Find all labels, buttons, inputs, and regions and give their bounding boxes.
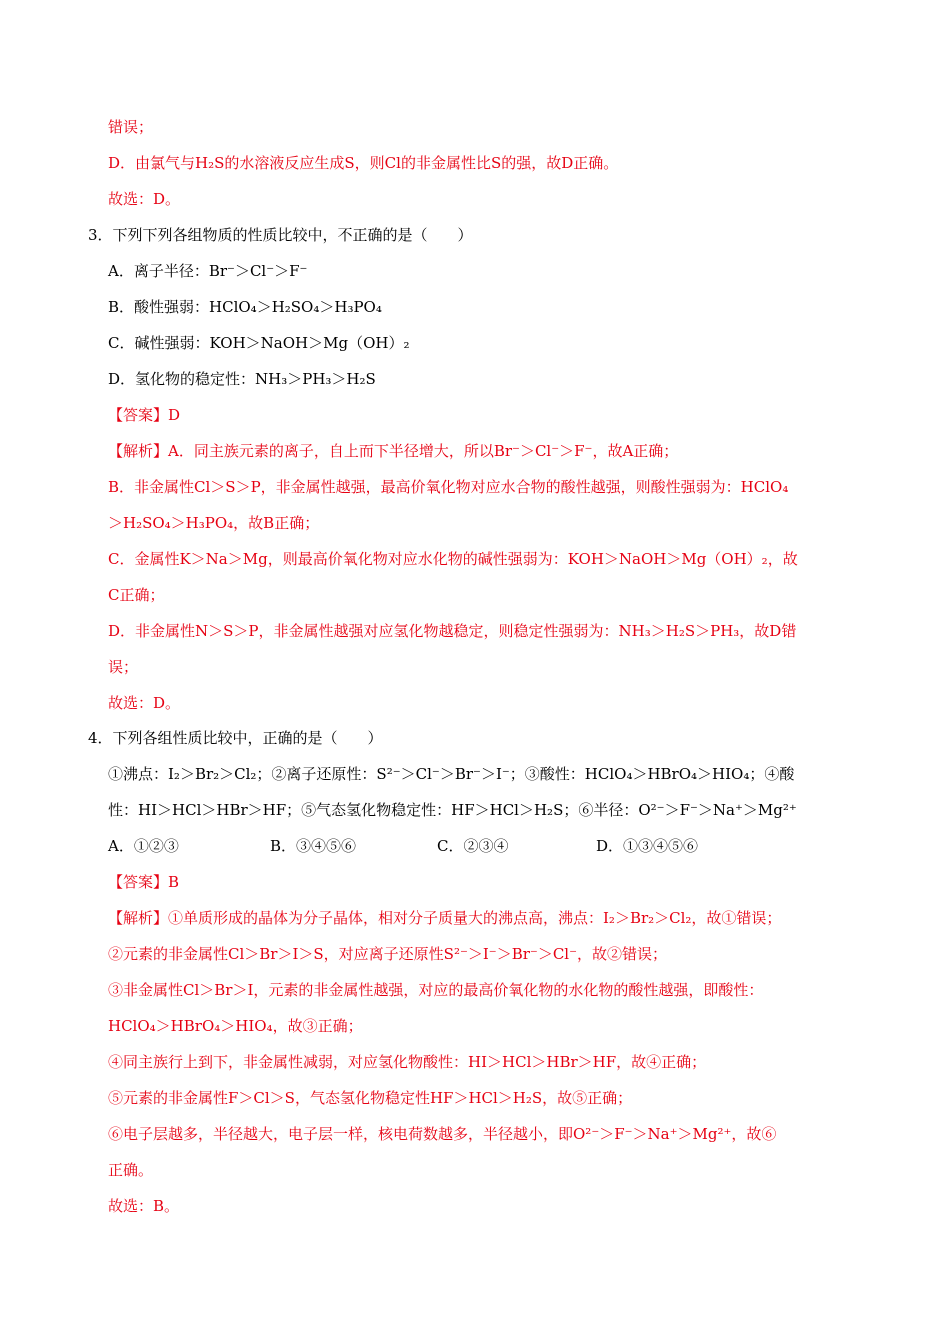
question-4-body-line: ①沸点：I₂＞Br₂＞Cl₂；②离子还原性：S²⁻＞Cl⁻＞Br⁻＞I⁻；③酸性：HClO₄＞HBrO₄＞HIO₄；④酸 [108, 765, 795, 783]
prev-final-answer: 故选：D。 [108, 190, 181, 208]
question-4-analysis-line: 正确。 [108, 1161, 154, 1179]
question-3-analysis-line: C正确； [108, 586, 165, 604]
prev-analysis-line: D．由氯气与H₂S的水溶液反应生成S，则Cl的非金属性比S的强，故D正确。 [108, 154, 619, 172]
question-3-option-a: A．离子半径：Br⁻＞Cl⁻＞F⁻ [108, 262, 308, 280]
question-3-analysis-line: B．非金属性Cl＞S＞P，非金属性越强，最高价氧化物对应水合物的酸性越强，则酸性强弱为：HClO₄ [108, 478, 789, 496]
question-4-option-c: C．②③④ [437, 837, 509, 855]
question-3-answer: 【答案】D [108, 406, 181, 424]
question-3-analysis-line: 误； [108, 658, 139, 676]
question-3-option-c: C．碱性强弱：KOH＞NaOH＞Mg（OH）₂ [108, 334, 410, 352]
question-3-stem: 3．下列下列各组物质的性质比较中，不正确的是（ ） [88, 226, 473, 244]
question-3-option-b: B．酸性强弱：HClO₄＞H₂SO₄＞H₃PO₄ [108, 298, 382, 316]
question-3-analysis-line: D．非金属性N＞S＞P，非金属性越强对应氢化物越稳定，则稳定性强弱为：NH₃＞H₂S＞PH₃，故D错 [108, 622, 797, 640]
question-4-analysis-line: 【解析】①单质形成的晶体为分子晶体，相对分子质量大的沸点高，沸点：I₂＞Br₂＞Cl₂，故①错误； [108, 909, 782, 927]
question-4-option-a: A．①②③ [108, 837, 179, 855]
question-4-answer: 【答案】B [108, 873, 180, 891]
question-3-analysis-line: 【解析】A．同主族元素的离子，自上而下半径增大，所以Br⁻＞Cl⁻＞F⁻，故A正确； [108, 442, 679, 460]
question-4-option-b: B．③④⑤⑥ [270, 837, 357, 855]
question-3-option-d: D．氢化物的稳定性：NH₃＞PH₃＞H₂S [108, 370, 376, 388]
question-4-analysis-line: ⑤元素的非金属性F＞Cl＞S，气态氢化物稳定性HF＞HCl＞H₂S，故⑤正确； [108, 1089, 633, 1107]
question-4-body-line: 性：HI＞HCl＞HBr＞HF；⑤气态氢化物稳定性：HF＞HCl＞H₂S；⑥半径：O²⁻＞F⁻＞Na⁺＞Mg²⁺ [108, 801, 797, 819]
question-3-final-answer: 故选：D。 [108, 694, 181, 712]
question-4-analysis-line: ③非金属性Cl＞Br＞I，元素的非金属性越强，对应的最高价氧化物的水化物的酸性越强，即酸性： [108, 981, 764, 999]
question-3-analysis-line: ＞H₂SO₄＞H₃PO₄，故B正确； [108, 514, 320, 532]
question-4-option-d: D．①③④⑤⑥ [596, 837, 699, 855]
question-4-final-answer: 故选：B。 [108, 1197, 180, 1215]
question-4-analysis-line: ④同主族行上到下，非金属性减弱，对应氢化物酸性：HI＞HCl＞HBr＞HF，故④正确； [108, 1053, 707, 1071]
question-4-options [0, 836, 950, 856]
question-4-stem: 4．下列各组性质比较中，正确的是（ ） [88, 729, 383, 747]
prev-analysis-line: 错误； [108, 118, 154, 136]
question-3-analysis-line: C．金属性K＞Na＞Mg，则最高价氧化物对应水化物的碱性强弱为：KOH＞NaOH＞Mg（OH）₂，故 [108, 550, 798, 568]
question-4-analysis-line: HClO₄＞HBrO₄＞HIO₄，故③正确； [108, 1017, 363, 1035]
question-4-analysis-line: ②元素的非金属性Cl＞Br＞I＞S，对应离子还原性S²⁻＞I⁻＞Br⁻＞Cl⁻，故②错误； [108, 945, 668, 963]
question-4-analysis-line: ⑥电子层越多，半径越大，电子层一样，核电荷数越多，半径越小，即O²⁻＞F⁻＞Na⁺＞Mg²⁺，故⑥ [108, 1125, 777, 1143]
